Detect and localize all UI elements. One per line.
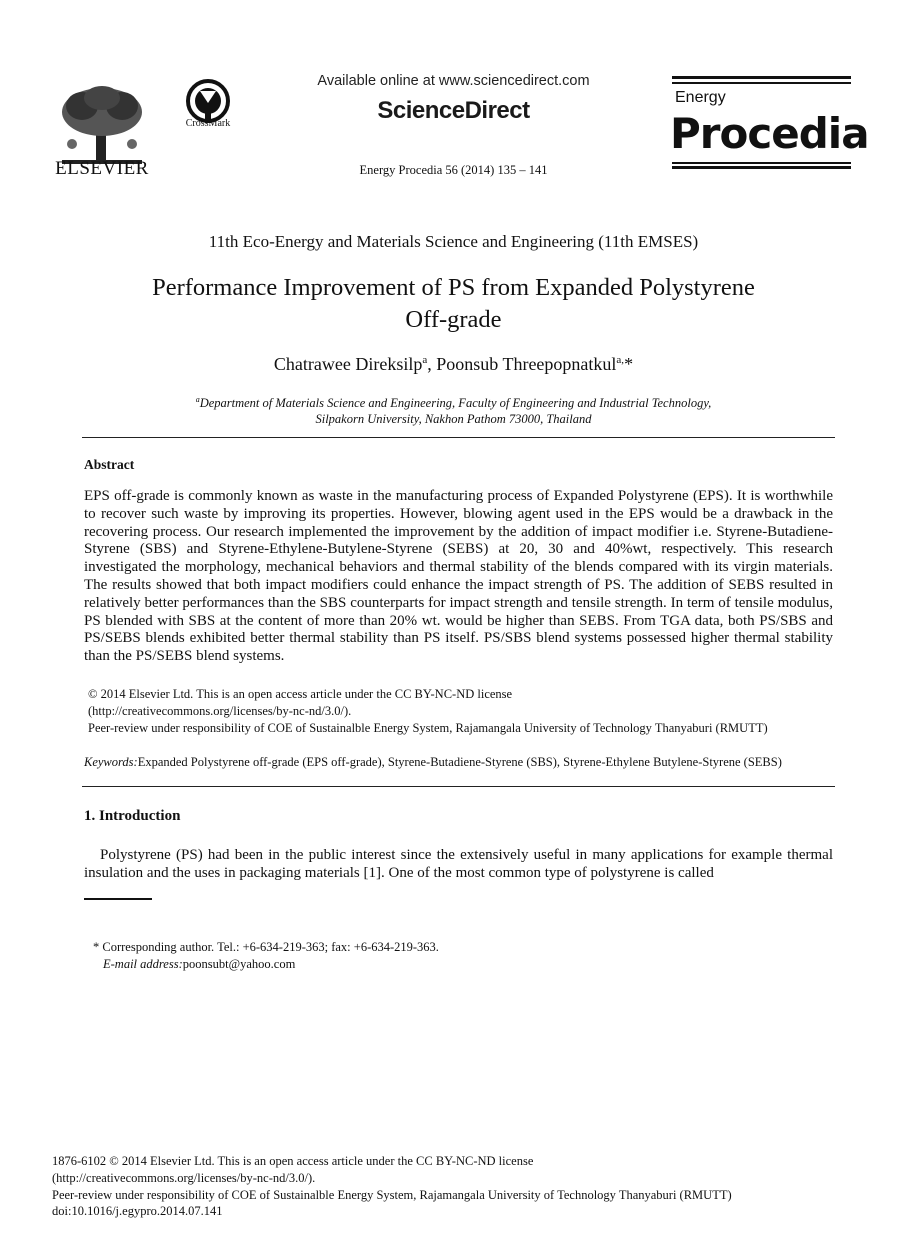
footer-doi[interactable]: doi:10.1016/j.egypro.2014.07.141 xyxy=(52,1204,223,1218)
email-label: E-mail address: xyxy=(103,957,183,971)
license-link[interactable]: (http://creativecommons.org/licenses/by-nc-nd/3.0/). xyxy=(88,704,352,718)
journal-logo-rule xyxy=(672,162,851,164)
paper-title-line: Off-grade xyxy=(405,306,502,333)
author-name: Chatrawee Direksilp xyxy=(273,354,423,374)
journal-logo-rule xyxy=(672,76,851,79)
affiliation-line: Department of Materials Science and Engineering, Faculty of Engineering and Industrial Technology, xyxy=(199,396,712,411)
affiliation-mark: a xyxy=(195,395,200,404)
journal-logo-procedia: Procedia xyxy=(670,109,869,158)
keywords-label: Keywords: xyxy=(84,755,138,769)
section-divider xyxy=(82,437,835,438)
journal-logo-energy: Energy xyxy=(675,89,726,106)
section-heading-introduction: 1. Introduction xyxy=(84,808,181,824)
journal-logo-rule xyxy=(672,82,851,84)
keywords-text: Expanded Polystyrene off-grade (EPS off-grade), Styrene-Butadiene-Styrene (SBS), Styrene-Ethylene Butylene-Styrene (SEBS) xyxy=(137,755,782,769)
footnote-rule xyxy=(84,898,152,900)
author-list xyxy=(0,354,907,375)
peer-review-line: Peer-review under responsibility of COE of Sustainalble Energy System, Rajamangala University of Technology Thanyaburi (RMUTT) xyxy=(88,721,768,735)
license-line: © 2014 Elsevier Ltd. This is an open access article under the CC BY-NC-ND license xyxy=(88,687,513,701)
abstract-heading: Abstract xyxy=(84,457,135,472)
conference-name: 11th Eco-Energy and Materials Science and Engineering (11th EMSES) xyxy=(208,232,699,251)
footnote-corresponding-author: * Corresponding author. Tel.: +6-634-219-363; fax: +6-634-219-363. xyxy=(93,940,439,954)
paper-title xyxy=(80,272,827,336)
footer-issn-license: 1876-6102 © 2014 Elsevier Ltd. This is an open access article under the CC BY-NC-ND license xyxy=(52,1154,534,1168)
author-affiliation-mark: a, xyxy=(616,354,625,366)
footer-peer-review: Peer-review under responsibility of COE of Sustainalble Energy System, Rajamangala University of Technology Thanyaburi (RMUTT) xyxy=(52,1188,732,1202)
email-address[interactable]: poonsubt@yahoo.com xyxy=(182,957,296,971)
footnote-email xyxy=(103,957,295,972)
section-divider xyxy=(82,786,835,787)
available-online-text[interactable]: Available online at www.sciencedirect.com xyxy=(317,73,590,89)
author-separator: , xyxy=(427,354,437,374)
author-name: Poonsub Threepopnatkul xyxy=(436,354,617,374)
footer-license-link[interactable]: (http://creativecommons.org/licenses/by-nc-nd/3.0/). xyxy=(52,1171,316,1185)
affiliation-line: Silpakorn University, Nakhon Pathom 73000, Thailand xyxy=(315,412,592,427)
corresponding-mark: * xyxy=(624,354,634,374)
author-affiliation-mark: a xyxy=(422,354,428,366)
sciencedirect-logo[interactable]: ScienceDirect xyxy=(377,97,530,124)
affiliation xyxy=(0,392,907,427)
crossmark-label: CrossMark xyxy=(185,118,231,129)
publisher-name: ELSEVIER xyxy=(55,158,149,179)
keywords xyxy=(84,755,782,770)
journal-reference: Energy Procedia 56 (2014) 135 – 141 xyxy=(359,163,548,177)
abstract-body: EPS off-grade is commonly known as waste in the manufacturing process of Expanded Polystyrene (EPS). It is worthwhile to recover such waste by improving its properties. However, blowing agent used in the EPS would be a drawback in the recovering process. Our research implemented the improvement by the addition of impact modifier i.e. Styrene-Butadiene-Styrene (SBS) and Styrene-Ethylene-Butylene-Styrene (SEBS) at 20, 30 and 40%wt, respectively. This research investigated the morphology, mechanical behaviors and thermal stability of the blends compared with its virgin materials. The results showed that both impact modifiers could enhance the impact strength of PS. The addition of SEBS resulted in relatively better performances than the SBS counterparts for impact strength and tensile strength. In term of tensile modulus, PS blended with SBS at the content of more than 20% wt. would be higher than SEBS. From TGA data, both PS/SBS and PS/SEBS blends exhibited better thermal stability than PS itself. PS/SBS blend systems possessed higher thermal stability than the PS/SEBS blend systems. xyxy=(84,488,833,665)
introduction-body: Polystyrene (PS) had been in the public interest since the extensively useful in many applications for example thermal insulation and the uses in packaging materials [1]. One of the most common type of polystyrene is called xyxy=(84,847,833,881)
paper-title-line: Performance Improvement of PS from Expanded Polystyrene xyxy=(152,274,755,301)
journal-logo-rule xyxy=(672,166,851,169)
